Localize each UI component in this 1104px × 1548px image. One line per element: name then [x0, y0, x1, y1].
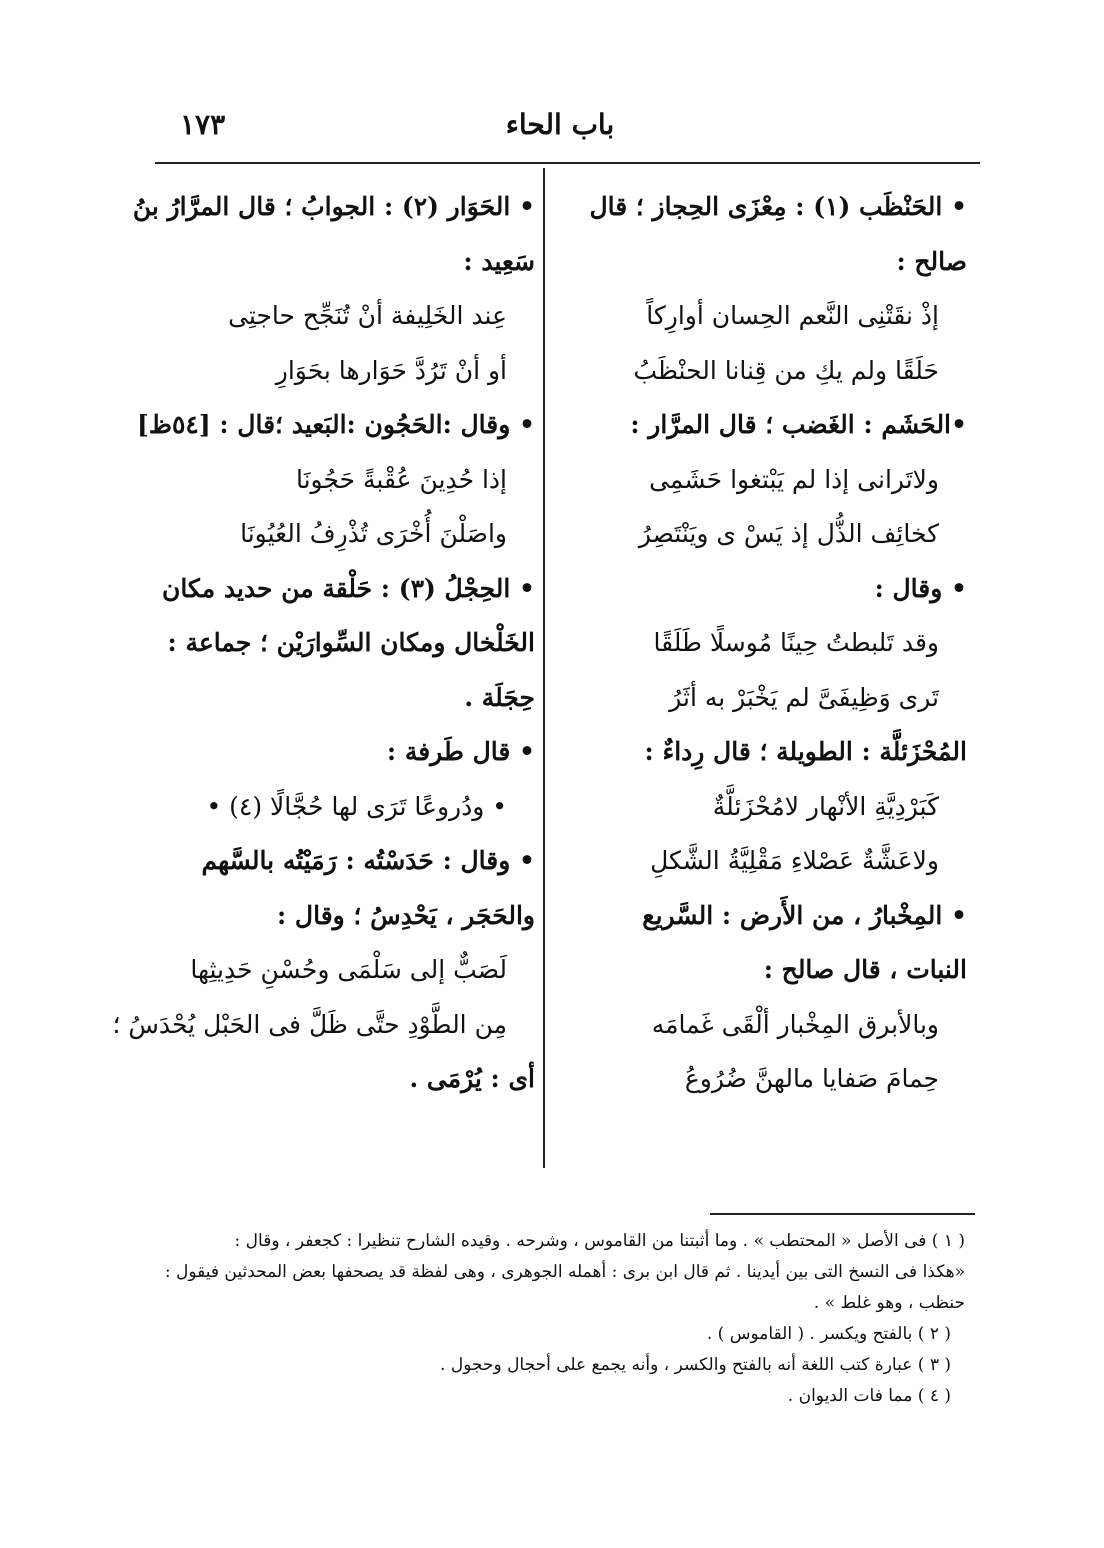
text-line: الخَلْخال ومكان السِّوارَيْن ؛ جماعة : — [167, 628, 535, 658]
text-line: صالح : — [896, 246, 967, 276]
text-line: المُحْزَئلَّة : الطويلة ؛ قال رِداءٌ : — [644, 737, 967, 767]
chapter-title: باب الحاء — [505, 108, 615, 141]
text-line: • قال طَرفة : — [386, 737, 535, 767]
text-line: • وقال :الحَجُون :البَعيد ؛قال : [٥٤ظ] — [137, 410, 535, 440]
text-line: لَصَبٌّ إلى سَلْمَى وحُسْنِ حَدِيثِها — [190, 955, 507, 985]
text-line: حِجَلَة . — [464, 682, 535, 712]
text-line: حَلَقًا ولم يكِ من قِنانا الحنْظَبُ — [633, 355, 939, 385]
text-line: أو أنْ تَرُدَّ حَوَارها بحَوَارِ — [275, 355, 507, 385]
text-line: سَعِيد : — [463, 246, 535, 276]
text-line: كخائِف الذُّل إذ يَسْ ى ويَنْتَصِرُ — [638, 519, 939, 549]
text-line: واصَلْنَ أُخْرَى تُذْرِفُ العُيُونَا — [240, 519, 507, 549]
header-rule — [155, 162, 980, 164]
footnote-line: ( ٢ ) بالفتح ويكسر . ( القاموس ) . — [706, 1324, 951, 1344]
text-line: إذْ نقَتْنِى النَّعم الحِسان أوارِكاً — [646, 301, 939, 331]
right-column — [575, 180, 967, 1107]
footnotes — [150, 1226, 965, 1412]
text-line: وبالأبرق المِخْبار ألْقَى غَمامَه — [651, 1009, 939, 1039]
text-line: • الحَنْظَب (١) : مِعْزَى الحِجاز ؛ قال — [589, 192, 967, 222]
text-line: • ودُروعًا تَرَى لها حُجَّالًا (٤) • — [206, 791, 507, 821]
footnote-line: ( ٤ ) مما فات الديوان . — [787, 1386, 951, 1406]
text-line: كَبَرْدِيَّةِ الأنْهار لامُحْزَئلَّةٌ — [712, 791, 939, 821]
text-line: إذا حُدِينَ عُقْبةً حَجُونَا — [295, 464, 507, 494]
text-line: حِمامَ صَفايا مالهنَّ ضُرُوعُ — [684, 1064, 939, 1094]
footnote-line: ( ١ ) فى الأصل « المحتطب » . وما أثبتنا من القاموس ، وشرحه . وقيده الشارح تنظيرا : كجعفر ، وقال : — [234, 1231, 965, 1251]
text-line: والحَجَر ، يَحْدِسُ ؛ وقال : — [276, 900, 535, 930]
text-line: • وقال : حَدَسْتُه : رَمَيْتُه بالسَّهم — [201, 846, 535, 876]
text-line: • وقال : — [874, 573, 967, 603]
text-line: مِن الطَّوْدِ حتَّى ظَلَّ فى الحَبْل يُحْدَسُ ؛ — [112, 1009, 507, 1039]
text-line: تَرى وَظِيفَىَّ لم يَخْبَرْ به أثَرُ — [669, 682, 939, 712]
text-line: • الحِجْلُ (٣) : حَلْقة من حديد مكان — [161, 573, 535, 603]
text-line: أى : يُرْمَى . — [409, 1064, 535, 1094]
left-column — [112, 180, 535, 1107]
text-line: ولاتَرانى إذا لم يَبْتغوا حَشَمِى — [649, 464, 939, 494]
text-line: ولاعَشَّةٌ عَصْلاءِ مَقْلِيَّةُ الشَّكلِ — [650, 846, 939, 876]
text-line: وقد تَلبطتُ حِينًا مُوسلًا طَلَقًا — [653, 628, 939, 658]
text-line: • المِخْبارُ ، من الأَرض : السَّريع — [642, 900, 967, 930]
text-line: • الحَوَار (٢) : الجوابُ ؛ قال المرَّارُ بنُ — [132, 192, 535, 222]
text-line: •الحَشَم : الغَضب ؛ قال المرَّار : — [630, 410, 967, 440]
text-line: عِند الخَلِيفة أنْ تُنَجِّح حاجتِى — [228, 301, 507, 331]
footnote-line: حنظب ، وهو غلط » . — [813, 1293, 965, 1313]
footnote-line: «هكذا فى النسخ التى بين أيدينا . ثم قال ابن برى : أهمله الجوهرى ، وهى لفظة قد يصحفها بعض المحدثين فيقول : — [164, 1262, 965, 1282]
footnote-rule — [710, 1213, 975, 1215]
footnote-line: ( ٣ ) عبارة كتب اللغة أنه بالفتح والكسر ، وأنه يجمع على أحجال وحجول . — [440, 1355, 951, 1375]
column-divider — [543, 168, 545, 1168]
text-line: النبات ، قال صالح : — [763, 955, 967, 985]
page-number: ١٧٣ — [180, 108, 226, 141]
